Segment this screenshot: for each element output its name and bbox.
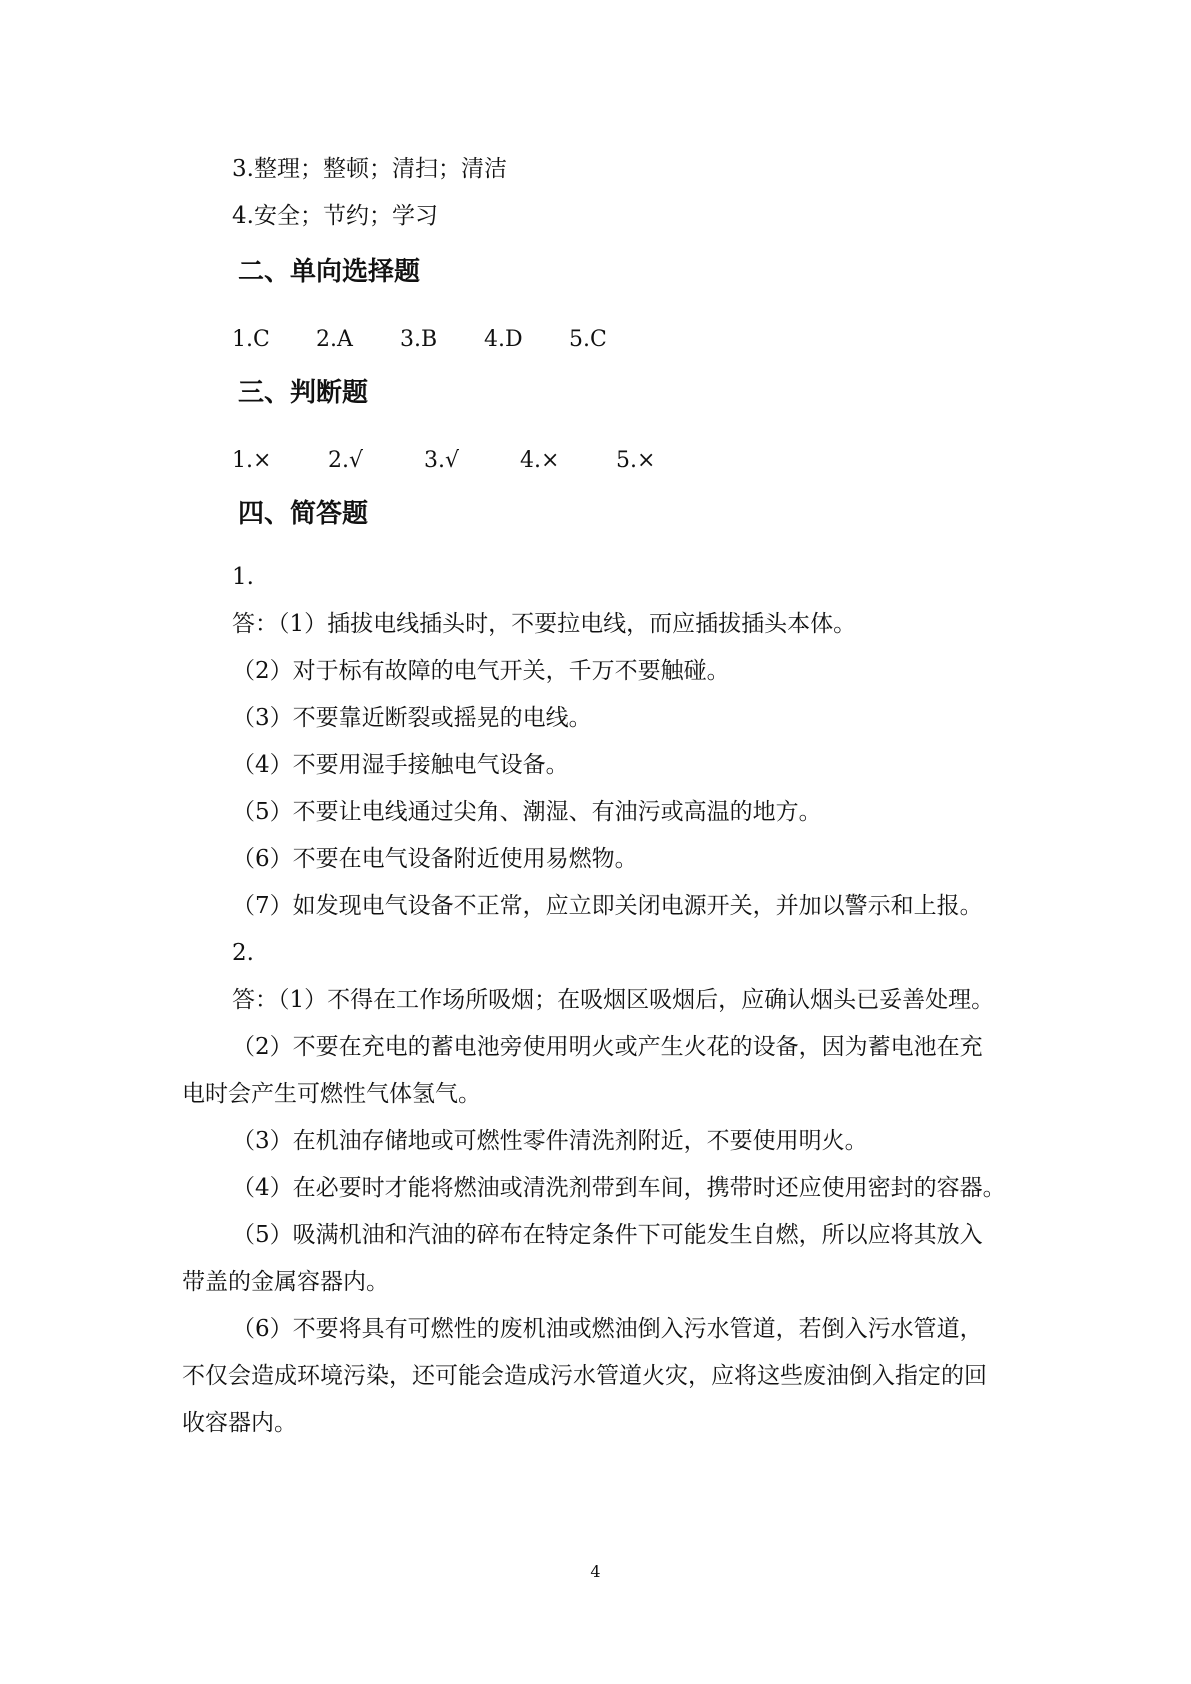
answer-item: 5.× (616, 448, 656, 473)
q2-answer-line: 带盖的金属容器内。 (182, 1269, 389, 1295)
answer-item: 2.A (316, 327, 353, 352)
q2-answer-line: 电时会产生可燃性气体氢气。 (182, 1081, 481, 1107)
question-number-1: 1. (232, 564, 254, 590)
q2-answer-line: 收容器内。 (182, 1410, 297, 1436)
true-false-answers (232, 446, 655, 476)
answer-item: 3.B (400, 327, 438, 352)
fill-blank-answer-3: 3.整理；整顿；清扫；清洁 (232, 156, 507, 182)
page-number: 4 (590, 1562, 601, 1581)
q2-answer-line: 答：（1）不得在工作场所吸烟；在吸烟区吸烟后，应确认烟头已妥善处理。 (232, 987, 995, 1013)
q1-answer-line: （6）不要在电气设备附近使用易燃物。 (232, 846, 638, 872)
answer-item: 1.C (232, 327, 270, 352)
q1-answer-line: （4）不要用湿手接触电气设备。 (232, 752, 569, 778)
section-heading-true-false: 三、判断题 (238, 378, 369, 408)
q2-answer-line: 不仅会造成环境污染，还可能会造成污水管道火灾，应将这些废油倒入指定的回 (182, 1363, 987, 1389)
q2-answer-line: （5）吸满机油和汽油的碎布在特定条件下可能发生自燃，所以应将其放入 (232, 1222, 983, 1248)
section-heading-short-answer: 四、简答题 (238, 499, 369, 529)
q1-answer-line: （3）不要靠近断裂或摇晃的电线。 (232, 705, 592, 731)
q2-answer-line: （6）不要将具有可燃性的废机油或燃油倒入污水管道，若倒入污水管道， (232, 1316, 983, 1342)
q1-answer-line: （2）对于标有故障的电气开关，千万不要触碰。 (232, 658, 730, 684)
q1-answer-line: 答：（1）插拔电线插头时，不要拉电线，而应插拔插头本体。 (232, 611, 857, 637)
answer-item: 2.√ (328, 448, 364, 473)
q2-answer-line: （4）在必要时才能将燃油或清洗剂带到车间，携带时还应使用密封的容器。 (232, 1175, 1006, 1201)
answer-item: 4.D (484, 327, 523, 352)
answer-item: 3.√ (424, 448, 460, 473)
question-number-2: 2. (232, 940, 254, 966)
answer-item: 5.C (569, 327, 607, 352)
answer-item: 4.× (520, 448, 560, 473)
q2-answer-line: （2）不要在充电的蓄电池旁使用明火或产生火花的设备，因为蓄电池在充 (232, 1034, 983, 1060)
single-choice-answers (232, 325, 607, 355)
section-heading-single-choice: 二、单向选择题 (238, 257, 421, 287)
q1-answer-line: （7）如发现电气设备不正常，应立即关闭电源开关，并加以警示和上报。 (232, 893, 983, 919)
fill-blank-answer-4: 4.安全；节约；学习 (232, 203, 438, 229)
q2-answer-line: （3）在机油存储地或可燃性零件清洗剂附近，不要使用明火。 (232, 1128, 868, 1154)
q1-answer-line: （5）不要让电线通过尖角、潮湿、有油污或高温的地方。 (232, 799, 822, 825)
answer-item: 1.× (232, 448, 272, 473)
